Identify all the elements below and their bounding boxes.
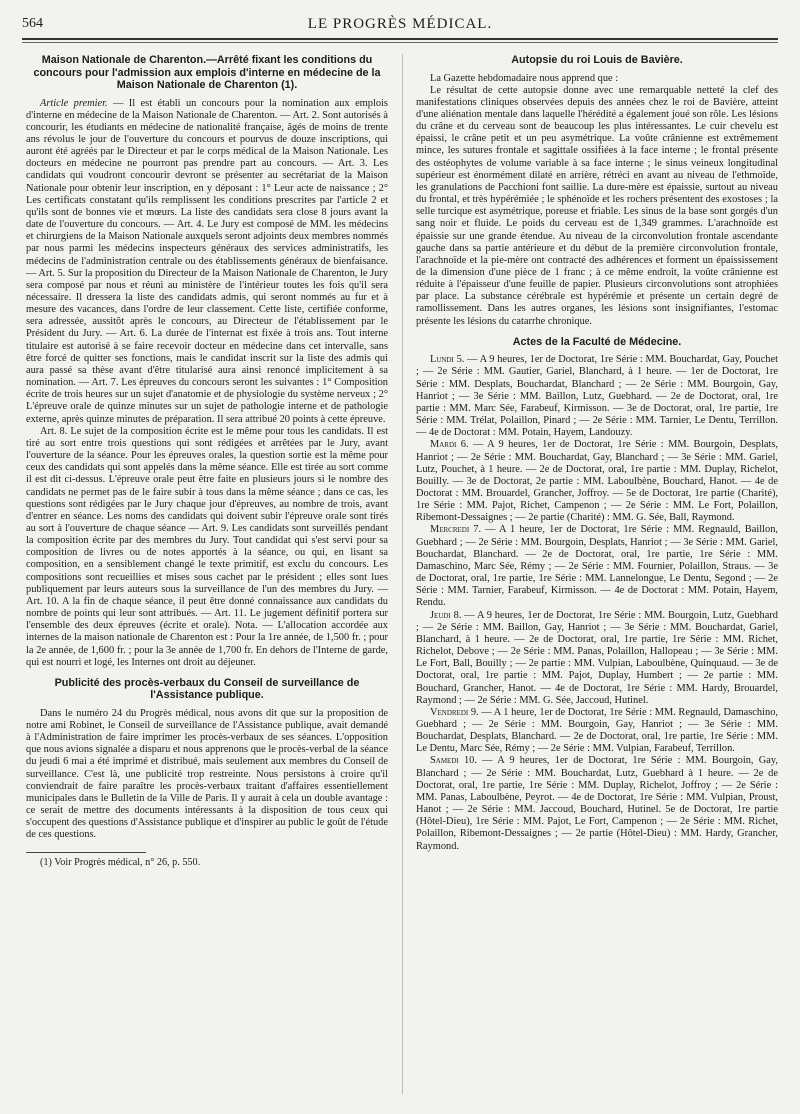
section-title-autopsie: Autopsie du roi Louis de Bavière. (511, 54, 683, 66)
day-entry-vendredi (416, 707, 778, 756)
journal-page (22, 10, 778, 1106)
day-text: — A 9 heures, 1er de Doctorat, 1re Série : MM. Bourgoin, Lutz, Guebhard ; — 2e Série : MM. Baillon, Gay, Hanriot ; — 3e Série : MM. Bouchardat, Gariel, Blanchard, à 1 heure. — 2e de Doctorat, oral, 1re partie, 1re Série : MM. Richet, Richelot, Debove ; — 2e Série : MM. Panas, Polaillon, Hallopeau ; — 3e Série : MM. Le Fort, Ball, Bouilly ; — 2e partie : MM. Vulpian, Laboulbène, Quinquaud. — 3e de Doctorat, oral, 1re partie : MM. Pajot, Duplay, Humbert ; — 2e partie : MM. Bouchard, Grancher, Hanot. — 4e de Doctorat, 1re Série : MM. Hardy, Brouardel, Raymond ; — 2e Série : MM. G. Sée, Jaccoud, Hutinel. (416, 609, 778, 706)
day-text: — A 9 heures, 1er de Doctorat, 1re Série : MM. Bourgoin, Desplats, Hanriot ; — 2e Série : MM. Bouchardat, Gay, Blanchard ; — 3e Série : MM. Gariel, Lutz, Pouchet, à 1 heure. — 2e de Doctorat, oral, 1re partie : MM. Duplay, Richelot, Bouilly. — 3e de Doctorat, 2e partie : MM. Laboulbène, Bouchard, Hanot. — 4e de Doctorat : MM. Brouardel, Grancher, Joffroy. — 5e de Doctorat, 1re partie (Charité), 1re Série : MM. Pajot, Richet, Campenon ; — 2e Série : MM. Le Fort, Polaillon, Ribemont-Dessaignes ; — 2e partie (Charité) : MM. G. Sée, Ball, Raymond. (416, 439, 778, 524)
day-name: Vendredi 9. (430, 706, 479, 718)
column-separator (402, 54, 403, 1094)
charenton-paragraph-2: Art. 8. Le sujet de la composition écrite est le même pour tous les candidats. Il est tiré au sort entre trois questions qui sont rédigées et arrêtées par le Jury, avant l'ouverture de la séance. Pour les épreuves orales, la question sortie est la même pour ceux des candidats qui sont appelés dans la même séance. Elle est tirée au sort comme il est dit ci-dessus. L'épreuve orale peut être faite en plusieurs jours si le nombre des candidats ne permet pas de le faire subir à tous dans la même séance ; dans ce cas, les questions sont rédigées par le Jury chaque jour d'épreuves, au nombre de trois, avant d'entrer en séance. Les noms des candidats qui doivent subir l'épreuve orale sont tirés au sort à l'ouverture de chaque séance — Art. 9. Les candidats sont surveillés pendant la composition écrite par des membres du Jury. Tout candidat qui s'est servi pour sa composition de livres ou de notes apportés à la séance, ou qui, en lisant sa composition, en a sensiblement changé le texte primitif, est exclu du concours. Les compositions sont recueillies et mises sous cachet par le président ; elles sont lues publiquement par leurs auteurs sous la surveillance de l'un des membres du Jury. — Art. 10. A la fin de chaque séance, il peut être donné connaissance aux candidats du nombre de points qui leur sont attribués. — Art. 11. Le jugement définitif portera sur l'ensemble des deux épreuves (écrite et orale). Nota. — L'allocation accordée aux internes de la maison nationale de Charenton est : Pour la 1re année, de 1,500 fr. ; pour la 2e année, de 1,600 fr. ; pour la 3e année de 1,700 fr. En dehors de l'Interne de garde, qui est nourri et logé, les Internes ont droit au déjeuner. (26, 425, 388, 668)
day-entry-lundi (416, 354, 778, 439)
day-entry-mercredi (416, 524, 778, 609)
day-text: — A 1 heure, 1er de Doctorat, 1re Série : MM. Regnauld, Damaschino, Guebhard ; — 2e Série : MM. Bourgoin, Gay, Hanriot ; — 3e Série : MM. Bouchardat, Desplats, Blanchard. — 2e de Doctorat, oral, 1re partie, 1re Série : MM. Le Dentu, Marc Sée, Rémy ; — 2e Série : MM. Vulpian, Farabeuf, Terrillon. (416, 706, 778, 755)
publicite-paragraph: Dans le numéro 24 du Progrès médical, nous avons dit que sur la proposition de notre ami Robinet, le Conseil de surveillance de l'Assistance publique, avait demandé à l'Administration de faire imprimer les procès-verbaux de ses séances. L'opposition que nous avions signalée a disparu et nous apprenons que le procès-verbal de la séance du jeudi 6 mai a été imprimé et distribué, mais seulement aux membres du Conseil de surveillance. C'est là, une publicité trop restreinte. Nous persistons à croire qu'il conviendrait de faire paraître les procès-verbaux traitant d'affaires essentiellement municipales dans le Bulletin de la Ville de Paris. Il y aurait à cela un double avantage : ce serait de mettre des documents intéressants à la disposition de tous ceux qui s'occupent des questions d'Assistance publique et d'inspirer au public le goût de l'étude de ces questions. (26, 707, 388, 841)
page-number: 564 (22, 16, 43, 31)
header-rule-thin (22, 42, 778, 43)
section-title-publicite: Publicité des procès-verbaux du Conseil de surveillance de l'Assistance publique. (54, 676, 360, 702)
day-text: — A 9 heures, 1er de Doctorat, 1re Série : MM. Bouchardat, Gay, Pouchet ; — 2e Série : MM. Gautier, Gariel, Blanchard, à 1 heure. — 1er de Doctorat, 1re Série : MM. Desplats, Bouchardat, Blanchard ; — 2e Série : MM. Bourgoin, Gay, Hanriot ; — 3e Série : MM. Baillon, Lutz, Guebhard. — 2e de Doctorat, oral, 1re partie : MM. Marc Sée, Farabeuf, Kirmisson. — 3e de Doctorat, oral, 1re partie, 1re Série : MM. Trélat, Polaillon, Pinard ; — 2e Série : MM. Tarnier, Le Dentu, Terrillon. — 4e de Doctorat : MM. Potain, Hayem, Landouzy. (416, 354, 778, 439)
day-entry-jeudi (416, 610, 778, 707)
day-entry-samedi (416, 755, 778, 852)
day-text: — A 1 heure, 1er de Doctorat, 1re Série : MM. Regnauld, Baillon, Guebhard ; — 2e Série : MM. Bourgoin, Desplats, Hanriot ; — 3e Série : MM. Gariel, Bouchardat, Blanchard. — 2e de Doctorat, oral, 1re partie, 1re Série : MM. Damaschino, Marc Sée, Rémy ; — 2e Série : MM. Fournier, Polaillon, Straus. — 3e de Doctorat, oral, 1re partie, 1re Série : MM. Lannelongue, Le Dentu, Segond ; — 2e Série : MM. Tarnier, Farabeuf, Kirmisson. — 4e de Doctorat : MM. Potain, Hayem, Rendu. (416, 524, 778, 609)
page-columns (22, 54, 778, 1106)
footnote-rule (26, 852, 146, 853)
day-text: — A 9 heures, 1er de Doctorat, 1re Série : MM. Bourgoin, Gay, Blanchard ; — 2e Série : MM. Bouchardat, Lutz, Guebhard à 1 heure. — 2e de Doctorat, oral, 1re partie, 1re Série : MM. Duplay, Richelot, Joffroy ; — 2e Série : MM. Panas, Laboulbène, Peyrot. — 4e de Doctorat, 1re Série : MM. Vulpian, Proust, Hanot ; — 2e Série : MM. Jaccoud, Bouchard, Hutinel. 5e de Doctorat, 1re partie (Hôtel-Dieu), 1re Série : MM. Pajot, Le Fort, Campenon ; — 2e Série : MM. Richet, Polaillon, Ribemont-Dessaignes ; — 2e partie (Hôtel-Dieu) : MM. Hardy, Grancher, Raymond. (416, 755, 778, 852)
autopsie-paragraph: Le résultat de cette autopsie donne avec une remarquable netteté la clef des manifestations cliniques observées depuis des années chez le roi de Bavière, atteint d'une aliénation mentale dans laquelle l'hérédité a également joué son rôle. Les lésions du crâne et du cerveau sont de beaucoup les plus intéressantes. Le cuir chevelu est épaissi, le crâne petit et un peu asymétrique. La voûte crânienne est extrêmement mince, les sutures frontale et sagittale ossifiées à la face interne ; le frontal présente des ostéophytes de volume variable à sa face interne ; le sinus veineux longitudinal supérieur est énormément dilaté en arrière, rétréci en avant au niveau de l'ethmoïde, les granulations de Pacchioni font saillie. La dure-mère est épaissie, surtout au niveau du frontal, et très hypérémiée ; le sphénoïde et les rochers présentent des exostoses ; la selle turcique est asymétrique, poreuse et friable. Les sinus de la base sont gorgés d'un sang noir et fluide. Le poids du cerveau est de 1,349 grammes. L'arachnoïde est épaissie sur une grande étendue. Au niveau de la circonvolution frontale ascendante gauche dans sa partie antérieure et du début de la première circonvolution frontale, l'arachnoïde et la pie-mère ont contracté des adhérences et forment un épaississement de la dimension d'une pièce de 1 franc ; à ce même endroit, la voûte crânienne est réduite à l'épaisseur d'une feuille de papier. Plusieurs circonvolutions sont atrophiées par place. La substance cérébrale est hypérémie et présente un certain degré de ramollissement. Dans les autres organes, les lésions sont insignifiantes, l'estomac présente les lésions du catarrhe chronique. (416, 84, 778, 327)
journal-title: LE PROGRÈS MÉDICAL. (307, 16, 493, 32)
charenton-paragraph-1-text: — Il est établi un concours pour la nomination aux emplois d'interne en médecine de la Maison Nationale de Charenton. — Art. 2. Sont autorisés à concourir, les étudiants en médecine de nationalité française, âgés de moins de trente ans révolus le jour de l'ouverture du concours et pourvus de douze inscriptions, qui auront été agréés par le Directeur et par le corps médical de la Maison Nationale. Les docteurs en médecine ne pourront pas prendre part au concours. — Art. 3. Les candidats qui voudront concourir devront se présenter au secrétariat de la Maison Nationale pour obtenir leur inscription, en y déposant : 1° Leur acte de naissance ; 2° Les certificats constatant qu'ils remplissent les conditions prescrites par l'article 2 et qu'ils sont de bonnes vie et mœurs. La liste des candidats sera close 8 jours avant la date de l'ouverture du concours. — Art. 4. Le Jury est composé de MM. les médecins et chirurgiens de la Maison Nationale auxquels seront adjoints deux membres nommés par nous parmi les médecins inspecteurs généraux des services administratifs, les médecins de l'administration centrale ou des établissements généraux de bienfaisance. — Art. 5. Sur la proposition du Directeur de la Maison Nationale de Charenton, le Jury sera composé par nous et réuni au ministère de l'intérieur toutes les fois qu'il sera nécessaire. Il dressera la liste des candidats admis, qui seront nommés au fur et à mesure des vacances, dans l'ordre de leur classement. Cette liste, certifiée conforme, sera adressée, aussitôt après le concours, au Directeur de l'établissement par le Président du Jury. — Art. 6. La durée de l'internat est fixée à trois ans. Tout interne titulaire est autorisé à se faire recevoir docteur en médecine dans cet intervalle, sans être forcé de quitter ses fonctions, mais le candidat inscrit sur la liste des admis qui aura passé sa thèse avant d'être titularisé aura ainsi renoncé implicitement à sa nomination. — Art. 7. Les épreuves du concours seront les suivantes : 1° Composition écrite de trois heures sur un sujet d'anatomie et de physiologie du système nerveux ; 2° L'épreuve orale de quinze minutes sur un sujet de pathologie interne et de pathologie externe, après quinze minutes de préparation. Il sera attribué 20 points à cette épreuve. (26, 97, 388, 425)
day-name: Lundi 5. (430, 354, 465, 366)
charenton-paragraph-1 (26, 98, 388, 426)
section-title-actes: Actes de la Faculté de Médecine. (512, 335, 682, 348)
section-title-charenton: Maison Nationale de Charenton.—Arrêté fixant les conditions du concours pour l'admission aux emplois d'interne en médecine de la Maison Nationale de Charenton (1). (33, 54, 381, 91)
day-name: Jeudi 8. (430, 609, 462, 621)
day-entry-mardi (416, 439, 778, 524)
day-name: Mercredi 7. (430, 524, 482, 536)
right-column (416, 54, 778, 853)
autopsie-intro: La Gazette hebdomadaire nous apprend que : (430, 72, 619, 84)
day-name: Mardi 6. (430, 439, 469, 451)
footnote: (1) Voir Progrès médical, n° 26, p. 550. (40, 856, 201, 868)
header-rule (22, 38, 778, 40)
article-premier-lead: Article premier. (40, 97, 108, 109)
left-column (26, 54, 388, 869)
day-name: Samedi 10. (430, 755, 477, 767)
page-header (22, 10, 778, 36)
